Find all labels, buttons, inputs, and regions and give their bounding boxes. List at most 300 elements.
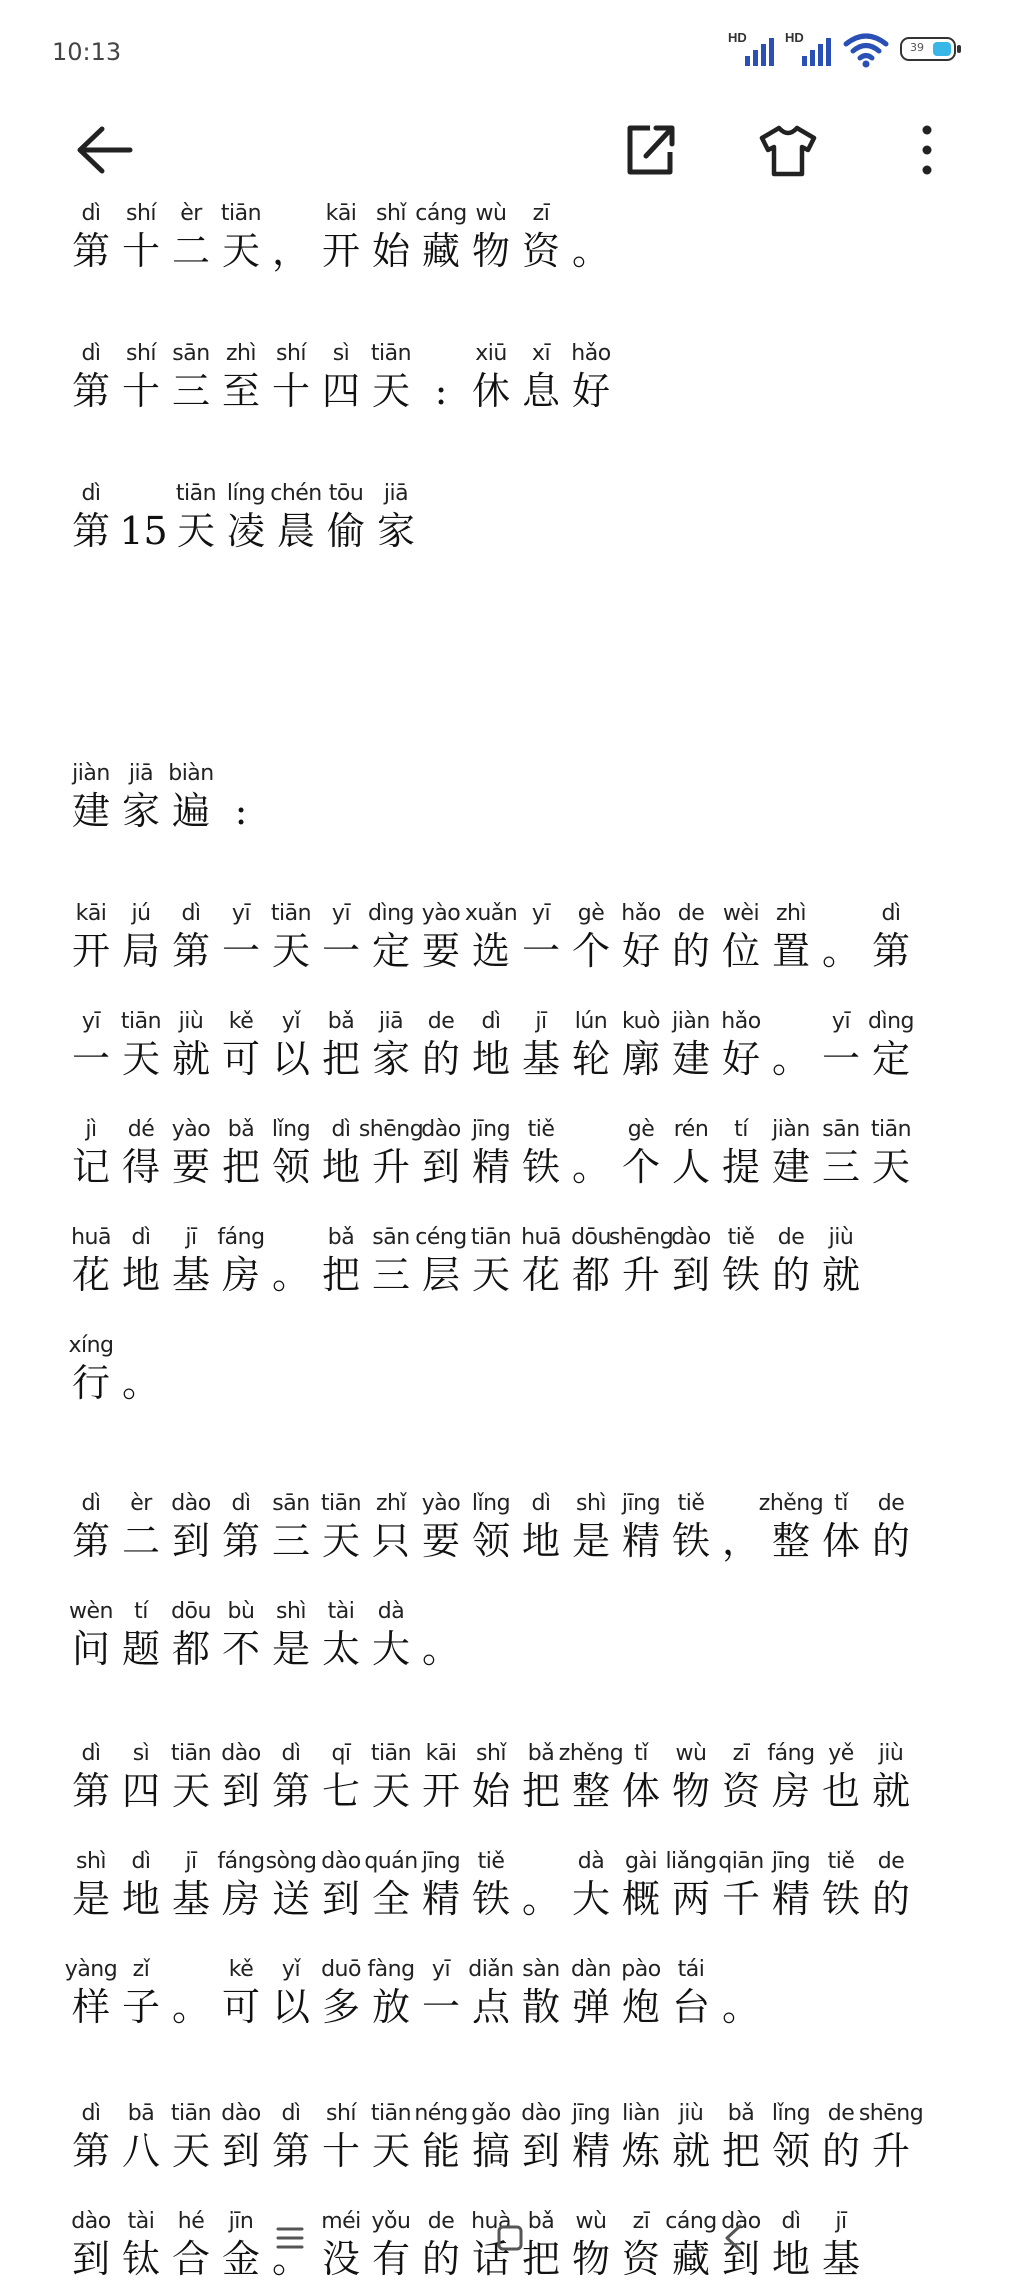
pinyin: tiān	[320, 1491, 362, 1516]
pinyin: yào	[421, 901, 461, 926]
hanzi: 位	[721, 929, 760, 973]
pinyin: dì	[531, 1491, 551, 1516]
ruby-character	[416, 1224, 466, 1298]
ruby-character	[466, 900, 516, 974]
ruby-character	[371, 480, 421, 554]
hanzi: 四	[121, 1769, 160, 1813]
hanzi: 太	[321, 1627, 360, 1671]
hanzi: 精	[471, 1145, 510, 1189]
text-line	[66, 1490, 916, 1570]
ruby-character	[316, 2100, 366, 2174]
hanzi: 15	[119, 509, 168, 553]
pinyin: zī	[632, 2209, 650, 2234]
ruby-character	[416, 1740, 466, 1814]
hanzi: 的	[871, 1877, 910, 1921]
hanzi: 把	[221, 1145, 260, 1189]
hanzi: 基	[171, 1877, 210, 1921]
hanzi: 放	[371, 1985, 410, 2029]
back-icon[interactable]	[715, 2218, 755, 2258]
ruby-character	[166, 2100, 216, 2174]
ruby-character	[316, 1008, 366, 1082]
hanzi: 铁	[671, 1519, 710, 1563]
hanzi: 散	[521, 1985, 560, 2029]
ruby-character	[116, 1848, 166, 1922]
pinyin: shì	[75, 1849, 107, 1874]
pinyin: yī	[331, 901, 351, 926]
ruby-character	[666, 2100, 716, 2174]
ruby-character	[866, 900, 916, 974]
pinyin: dào	[671, 1225, 711, 1250]
pinyin: shí	[125, 341, 157, 366]
hanzi: 精	[771, 1877, 810, 1921]
pinyin: bǎ	[527, 1741, 555, 1766]
ruby-character	[216, 1490, 266, 1564]
hanzi: 天	[371, 2129, 410, 2173]
pinyin: jiàn	[72, 761, 110, 786]
pinyin: tí	[134, 1599, 148, 1624]
hanzi: 地	[471, 1037, 510, 1081]
ruby-character	[466, 1116, 516, 1190]
pinyin: dào	[321, 1849, 361, 1874]
text-line	[66, 1598, 466, 1678]
hanzi: 可	[221, 1985, 260, 2029]
ruby-character	[266, 900, 316, 974]
ruby-character	[166, 1598, 216, 1672]
hanzi: 天	[371, 1769, 410, 1813]
pinyin: dìng	[368, 901, 414, 926]
ruby-character	[116, 2100, 166, 2174]
hanzi: 到	[171, 1519, 210, 1563]
hanzi: 到	[721, 2237, 760, 2281]
hanzi: 的	[821, 2129, 860, 2173]
pinyin: quán	[364, 1849, 418, 1874]
ruby-character	[366, 1956, 416, 2030]
pinyin: biàn	[168, 761, 214, 786]
hanzi: 把	[521, 2237, 560, 2281]
hanzi: 资	[721, 1769, 760, 1813]
pinyin: zhěng	[558, 1741, 624, 1766]
pinyin: chén	[270, 481, 322, 506]
ruby-character	[316, 1490, 366, 1564]
text-line	[66, 1956, 766, 2036]
hanzi: 都	[171, 1627, 210, 1671]
pinyin: dào	[721, 2209, 761, 2234]
ruby-character	[516, 1116, 566, 1190]
hanzi: 到	[221, 2129, 260, 2173]
ruby-character	[566, 200, 616, 274]
hanzi: 。	[771, 1037, 810, 1081]
hanzi: 记	[71, 1145, 110, 1189]
ruby-character	[766, 2100, 816, 2174]
hanzi: 天	[121, 1037, 160, 1081]
pinyin: shí	[125, 201, 157, 226]
pinyin: jiù	[678, 2101, 704, 2126]
text-line	[66, 1740, 916, 1820]
pinyin: sān	[272, 1491, 310, 1516]
hanzi: 。	[271, 2237, 310, 2281]
pinyin: jiàn	[772, 1117, 810, 1142]
hanzi: 天	[371, 369, 410, 413]
pinyin: èr	[130, 1491, 152, 1516]
ruby-character	[166, 1848, 216, 1922]
pinyin: duō	[321, 1957, 361, 1982]
pinyin: jī	[185, 1849, 197, 1874]
hanzi: 定	[371, 929, 410, 973]
hanzi: 七	[321, 1769, 360, 1813]
ruby-character	[866, 1740, 916, 1814]
ruby-character	[666, 900, 716, 974]
pinyin: xī	[531, 341, 551, 366]
hanzi: 第	[71, 509, 110, 553]
ruby-character	[66, 200, 116, 274]
pinyin: fáng	[217, 1849, 265, 1874]
pinyin: tǐ	[634, 1741, 648, 1766]
hd-label: HD	[785, 30, 804, 45]
hanzi: 把	[721, 2129, 760, 2173]
ruby-character	[616, 1956, 666, 2030]
hanzi: 搞	[471, 2129, 510, 2173]
hanzi: 升	[871, 2129, 910, 2173]
ruby-character	[858, 2100, 924, 2174]
hanzi: 到	[71, 2237, 110, 2281]
hanzi: 是	[71, 1877, 110, 1921]
pinyin: de	[427, 1009, 455, 1034]
hanzi: 样	[71, 1985, 110, 2029]
pinyin: zǐ	[132, 1957, 150, 1982]
hanzi: 是	[271, 1627, 310, 1671]
hanzi: 人	[671, 1145, 710, 1189]
ruby-character	[216, 900, 266, 974]
hanzi: 整	[571, 1769, 610, 1813]
hanzi: ，	[721, 1519, 760, 1563]
shirt-icon[interactable]	[758, 120, 818, 180]
hanzi: 就	[871, 1769, 910, 1813]
pinyin: jiù	[878, 1741, 904, 1766]
hanzi: 地	[771, 2237, 810, 2281]
ruby-character	[666, 1116, 716, 1190]
hanzi: 天	[171, 1769, 210, 1813]
pinyin: shí	[275, 341, 307, 366]
pinyin: kāi	[325, 201, 357, 226]
ruby-character	[516, 900, 566, 974]
ruby-character	[216, 1598, 266, 1672]
hanzi: 。	[571, 1145, 610, 1189]
pinyin: dì	[481, 1009, 501, 1034]
hanzi: 轮	[571, 1037, 610, 1081]
ruby-character	[416, 900, 466, 974]
hanzi: 第	[221, 1519, 260, 1563]
hanzi: 物	[571, 2237, 610, 2281]
ruby-character	[766, 1008, 816, 1082]
ruby-character	[316, 200, 366, 274]
ruby-character	[166, 1956, 216, 2030]
ruby-character	[166, 340, 216, 414]
pinyin: zhì	[225, 341, 257, 366]
hanzi: 精	[421, 1877, 460, 1921]
ruby-character	[216, 2100, 266, 2174]
hanzi: 二	[171, 229, 210, 273]
pinyin: dào	[421, 1117, 461, 1142]
hanzi: 点	[471, 1985, 510, 2029]
pinyin: tiě	[727, 1225, 755, 1250]
ruby-character	[558, 1740, 624, 1814]
menu-icon[interactable]	[270, 2218, 310, 2258]
pinyin: yǒu	[371, 2209, 411, 2234]
pinyin: gǎo	[471, 2101, 511, 2126]
hanzi: 物	[671, 1769, 710, 1813]
ruby-character	[366, 200, 416, 274]
wifi-icon	[842, 30, 890, 70]
pinyin: de	[427, 2209, 455, 2234]
ruby-character	[66, 2100, 116, 2174]
hanzi: 大	[571, 1877, 610, 1921]
hanzi: 三	[821, 1145, 860, 1189]
pinyin: lǐng	[771, 2101, 811, 2126]
ruby-character	[66, 1116, 116, 1190]
pinyin: sàn	[522, 1957, 560, 1982]
status-bar	[0, 0, 1020, 100]
ruby-character	[116, 480, 171, 554]
hanzi: 要	[421, 929, 460, 973]
pinyin: jú	[131, 901, 151, 926]
hanzi: 的	[771, 1253, 810, 1297]
hanzi: 以	[271, 1985, 310, 2029]
hanzi: 基	[171, 1253, 210, 1297]
ruby-character	[416, 1956, 466, 2030]
ruby-character	[366, 1598, 416, 1672]
pinyin: dìng	[868, 1009, 914, 1034]
hanzi: 物	[471, 229, 510, 273]
hanzi: 息	[521, 369, 560, 413]
pinyin: zhì	[775, 901, 807, 926]
hanzi: 选	[471, 929, 510, 973]
pinyin: tǐ	[834, 1491, 848, 1516]
ruby-character	[466, 1848, 516, 1922]
ruby-character	[171, 480, 221, 554]
hanzi: 弹	[571, 1985, 610, 2029]
pinyin: yī	[231, 901, 251, 926]
pinyin: huā	[71, 1225, 111, 1250]
hanzi: 领	[471, 1519, 510, 1563]
ruby-character	[616, 1116, 666, 1190]
pinyin: dì	[881, 901, 901, 926]
hanzi: 升	[371, 1145, 410, 1189]
hanzi: 资	[621, 2237, 660, 2281]
ruby-character	[66, 1740, 116, 1814]
ruby-character	[216, 1740, 266, 1814]
hanzi: 把	[321, 1253, 360, 1297]
hanzi: 一	[521, 929, 560, 973]
ruby-character	[516, 1008, 566, 1082]
pinyin: dì	[131, 1849, 151, 1874]
pinyin: dōu	[171, 1599, 211, 1624]
pinyin: tiān	[175, 481, 217, 506]
pinyin: tiān	[370, 1741, 412, 1766]
hanzi: 地	[521, 1519, 560, 1563]
ruby-character	[466, 1008, 516, 1082]
ruby-character	[516, 1956, 566, 2030]
ruby-character	[116, 760, 166, 834]
pinyin: dì	[331, 1117, 351, 1142]
pinyin: tí	[734, 1117, 748, 1142]
ruby-character	[366, 1740, 416, 1814]
hanzi: 天	[321, 1519, 360, 1563]
hanzi: 。	[271, 1253, 310, 1297]
hanzi: 房	[771, 1769, 810, 1813]
ruby-character	[616, 900, 666, 974]
ruby-character	[316, 340, 366, 414]
hanzi: 到	[671, 1253, 710, 1297]
pinyin: bǎ	[527, 2209, 555, 2234]
pinyin: yǐ	[281, 1009, 301, 1034]
pinyin: jì	[85, 1117, 97, 1142]
hanzi: 体	[821, 1519, 860, 1563]
share-icon[interactable]	[620, 120, 680, 180]
ruby-character	[616, 1740, 666, 1814]
hanzi: 到	[421, 1145, 460, 1189]
pinyin: xíng	[68, 1333, 114, 1358]
ruby-character	[66, 1490, 116, 1564]
ruby-character	[516, 2100, 566, 2174]
ruby-character	[166, 1490, 216, 1564]
pinyin: shēng	[608, 1225, 674, 1250]
arrow-left-icon[interactable]	[74, 120, 134, 180]
hanzi: 一	[321, 929, 360, 973]
pinyin: dào	[221, 2101, 261, 2126]
pinyin: wù	[675, 1741, 707, 1766]
hanzi: 个	[571, 929, 610, 973]
ruby-character	[266, 1956, 316, 2030]
pinyin: néng	[414, 2101, 468, 2126]
ruby-character	[266, 1224, 316, 1298]
pinyin: yào	[171, 1117, 211, 1142]
pinyin: bā	[127, 2101, 155, 2126]
hanzi: 把	[521, 1769, 560, 1813]
hanzi: 能	[421, 2129, 460, 2173]
ruby-character	[766, 1848, 816, 1922]
ruby-character	[316, 1848, 366, 1922]
hanzi: 台	[671, 1985, 710, 2029]
hanzi: 到	[521, 2129, 560, 2173]
pinyin: jīng	[571, 2101, 611, 2126]
ruby-character	[316, 1740, 366, 1814]
ruby-character	[866, 1490, 916, 1564]
ruby-character	[466, 1740, 516, 1814]
home-icon[interactable]	[490, 2218, 530, 2258]
pinyin: shì	[575, 1491, 607, 1516]
hanzi: 花	[71, 1253, 110, 1297]
ruby-character	[416, 1598, 466, 1672]
ruby-character	[166, 760, 216, 834]
hanzi: 天	[271, 929, 310, 973]
pinyin: dào	[221, 1741, 261, 1766]
ruby-character	[866, 1848, 916, 1922]
ruby-character	[666, 1224, 716, 1298]
hanzi: 晨	[276, 509, 315, 553]
pinyin: sì	[132, 1741, 150, 1766]
ruby-character	[766, 900, 816, 974]
hanzi: 炼	[621, 2129, 660, 2173]
pinyin: fáng	[217, 1225, 265, 1250]
ruby-character	[216, 1224, 266, 1298]
ruby-character	[666, 1008, 716, 1082]
hanzi: 层	[421, 1253, 460, 1297]
hanzi: 金	[221, 2237, 260, 2281]
pinyin: lún	[574, 1009, 608, 1034]
clock: 10:13	[52, 38, 122, 66]
hanzi: 题	[121, 1627, 160, 1671]
ruby-character	[666, 1848, 716, 1922]
pinyin: de	[677, 901, 705, 926]
hanzi: 开	[421, 1769, 460, 1813]
pinyin: dì	[81, 2101, 101, 2126]
ruby-character	[316, 900, 366, 974]
pinyin: wù	[475, 201, 507, 226]
pinyin: yī	[831, 1009, 851, 1034]
hanzi: 地	[121, 1877, 160, 1921]
pinyin: lǐng	[471, 1491, 511, 1516]
ruby-character	[266, 1740, 316, 1814]
more-vertical-icon[interactable]	[897, 120, 957, 180]
hanzi: 可	[221, 1037, 260, 1081]
hanzi: 要	[421, 1519, 460, 1563]
ruby-character	[366, 1490, 416, 1564]
hanzi: 开	[321, 229, 360, 273]
ruby-character	[116, 1490, 166, 1564]
hanzi: 多	[321, 1985, 360, 2029]
ruby-character	[616, 2100, 666, 2174]
ruby-character	[358, 1116, 424, 1190]
pinyin: kuò	[622, 1009, 660, 1034]
ruby-character	[466, 1490, 516, 1564]
hanzi: 天	[171, 2129, 210, 2173]
ruby-character	[466, 2100, 516, 2174]
ruby-character	[216, 1956, 266, 2030]
pinyin: wèn	[69, 1599, 113, 1624]
pinyin: sān	[372, 1225, 410, 1250]
hanzi: 整	[771, 1519, 810, 1563]
hanzi: 家	[376, 509, 415, 553]
ruby-character	[266, 1848, 316, 1922]
pinyin: dà	[377, 1599, 405, 1624]
ruby-character	[616, 1008, 666, 1082]
pinyin: jiù	[178, 1009, 204, 1034]
hanzi: 三	[171, 369, 210, 413]
hanzi: 遍	[171, 789, 210, 833]
hanzi: 精	[621, 1519, 660, 1563]
ruby-character	[616, 1848, 666, 1922]
hanzi: 八	[121, 2129, 160, 2173]
hanzi: 千	[721, 1877, 760, 1921]
hanzi: ，	[271, 229, 310, 273]
hanzi: 至	[221, 369, 260, 413]
ruby-character	[616, 1490, 666, 1564]
ruby-character	[666, 1740, 716, 1814]
hanzi: 廓	[621, 1037, 660, 1081]
hanzi: 铁	[821, 1877, 860, 1921]
pinyin: de	[877, 1491, 905, 1516]
hanzi: 建	[771, 1145, 810, 1189]
ruby-character	[366, 2100, 416, 2174]
pinyin: tài	[127, 2209, 155, 2234]
pinyin: tiě	[827, 1849, 855, 1874]
hanzi: 。	[421, 1627, 460, 1671]
pinyin: lǐng	[271, 1117, 311, 1142]
hanzi: 四	[321, 369, 360, 413]
hanzi: 铁	[721, 1253, 760, 1297]
ruby-character	[716, 1848, 766, 1922]
hanzi: 开	[71, 929, 110, 973]
